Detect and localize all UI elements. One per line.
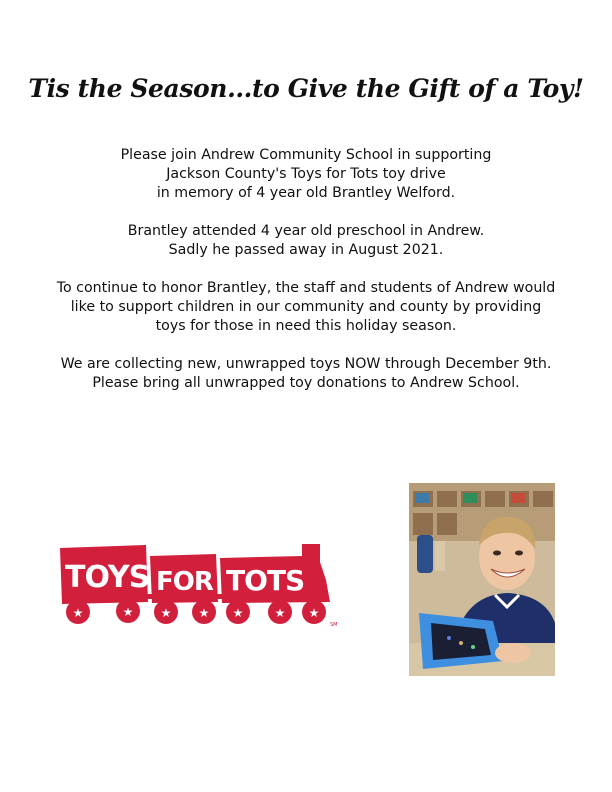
star-icon: ★ xyxy=(122,605,134,619)
photo-illustration xyxy=(409,483,555,676)
text-line: Brantley attended 4 year old preschool in Andrew. xyxy=(127,223,485,239)
logo-word-tots: TOTS xyxy=(226,564,305,597)
text-line: toys for those in need this holiday season. xyxy=(155,318,457,334)
paragraph-collection xyxy=(20,355,592,393)
text-line: To continue to honor Brantley, the staff and students of Andrew would xyxy=(56,280,556,296)
service-mark: SM xyxy=(330,622,338,628)
paragraph-about-brantley xyxy=(20,222,592,260)
star-icon: ★ xyxy=(160,606,172,620)
text-line: Please bring all unwrapped toy donations to Andrew School. xyxy=(92,375,520,391)
child-photo xyxy=(409,483,555,676)
star-icon: ★ xyxy=(274,606,286,620)
paragraph-invitation xyxy=(20,146,592,203)
star-icon: ★ xyxy=(308,606,320,620)
flyer-title: Tis the Season...to Give the Gift of a Toy! xyxy=(28,74,584,103)
text-line: Please join Andrew Community School in supporting xyxy=(120,147,492,163)
text-line: We are collecting new, unwrapped toys NOW through December 9th. xyxy=(60,356,552,372)
text-line: like to support children in our community and county by providing xyxy=(70,299,542,315)
logo-word-toys: TOYS xyxy=(65,560,150,595)
star-icon: ★ xyxy=(72,606,84,620)
toys-for-tots-logo xyxy=(58,540,338,632)
star-icon: ★ xyxy=(198,606,210,620)
text-line: Sadly he passed away in August 2021. xyxy=(168,242,444,258)
train-logo-graphic xyxy=(58,540,338,632)
logo-word-for: FOR xyxy=(156,567,213,597)
text-line: in memory of 4 year old Brantley Welford. xyxy=(156,185,456,201)
text-line: Jackson County's Toys for Tots toy drive xyxy=(166,166,446,182)
paragraph-honor xyxy=(20,279,592,336)
flyer-body xyxy=(20,146,592,412)
star-icon: ★ xyxy=(232,606,244,620)
connector xyxy=(214,594,224,599)
